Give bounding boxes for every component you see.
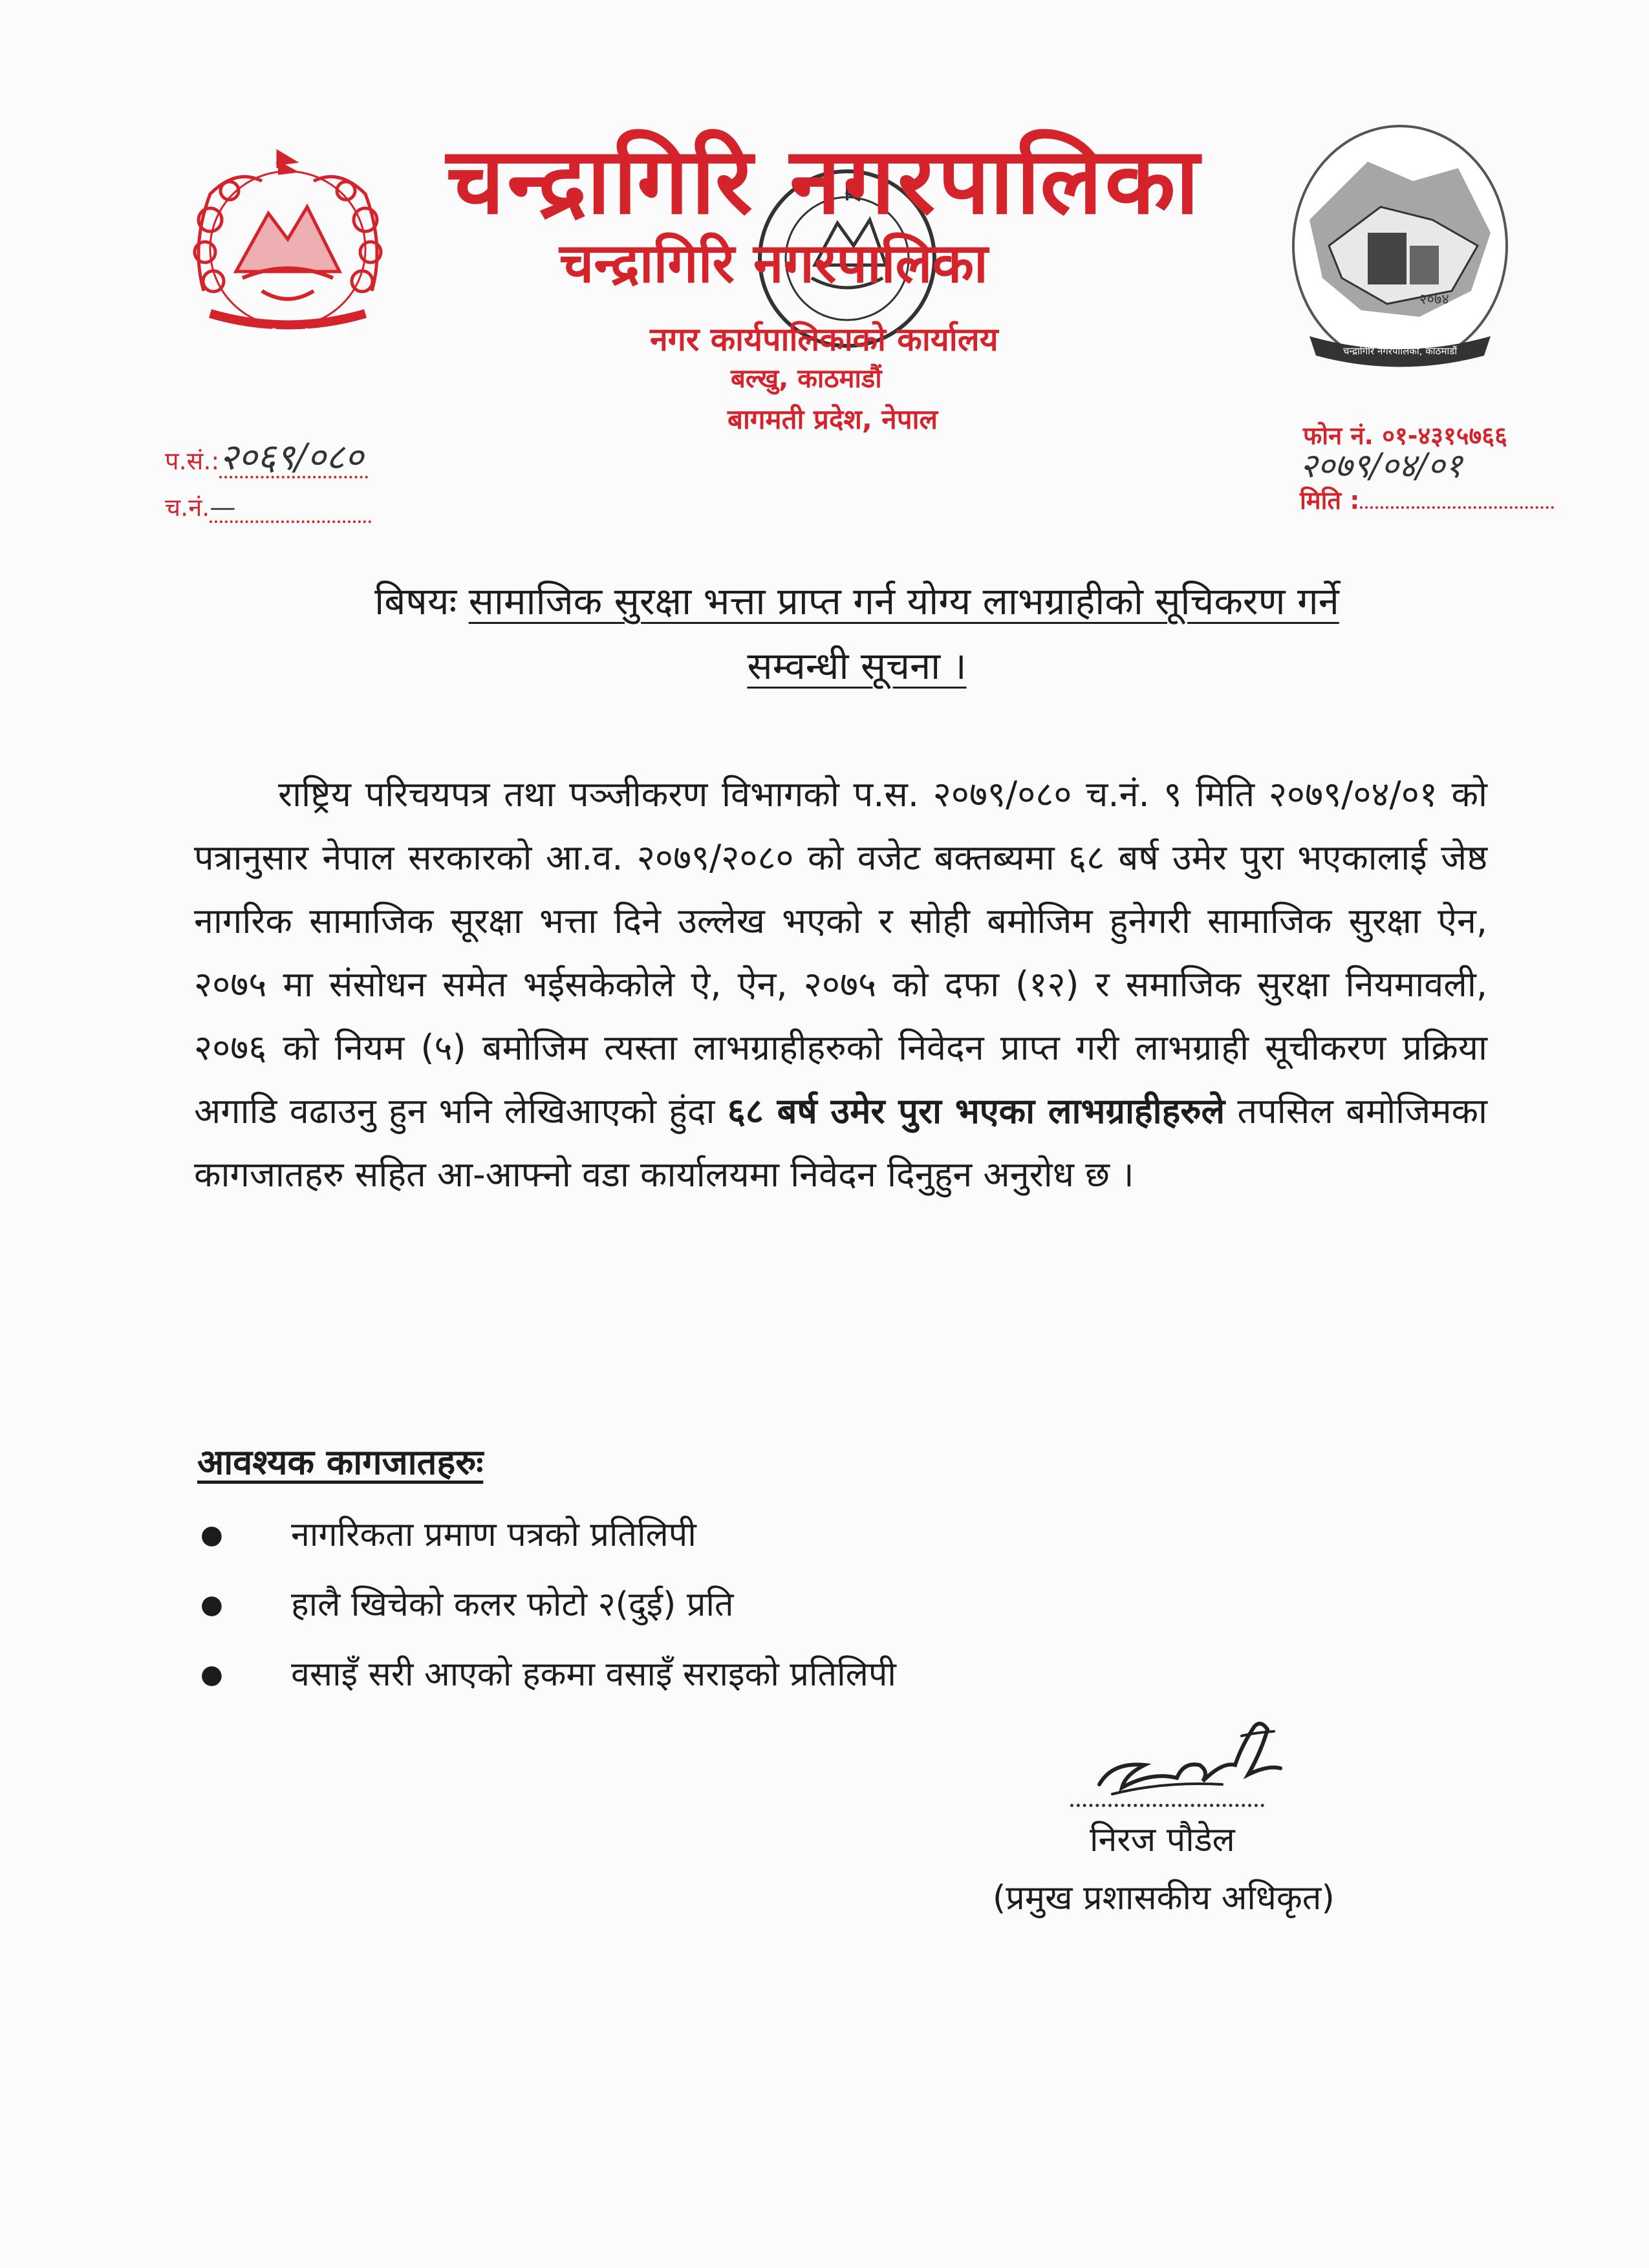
signature-line [1070,1804,1264,1807]
phone-number: फोन नं. ०१-४३१५७६६ [1303,422,1507,450]
requirements-title: आवश्यक कागजातहरुः [197,1442,484,1482]
body-part-1: राष्ट्रिय परिचयपत्र तथा पञ्जीकरण विभागको प.स. २०७९/०८० च.नं. ९ मिति २०७९/०४/०१ को पत्रानुसार नेपाल सरकारको आ.व. २०७९/२०८० को वजेट बक्तब्यमा ६८ बर्ष उमेर पुरा भएकालाई जेष्ठ नागरिक सामाजिक सूरक्षा भत्ता दिने उल्लेख भएको र सोही बमोजिम हुनेगरी सामाजिक सुरक्षा ऐन, २०७५ मा संसोधन समेत भईसकेकोले ऐ, ऐन, २०७५ को दफा (१२) र समाजिक सुरक्षा नियमावली, २०७६ को नियम (५) बमोजिम त्यस्ता लाभग्राहीहरुको निवेदन प्राप्त गरी लाभग्राही सूचीकरण प्रक्रिया अगाडि वढाउनु हुन भनि लेखिआएको हुंदा [194,774,1487,1131]
municipality-name: चन्द्रागिरि नगरपालिका [446,128,1202,235]
municipality-logo-icon [1290,123,1510,375]
municipality-name-newar: चन्द्रागिरि नगरपालिका [559,231,988,295]
list-item: ● वसाइँ सरी आएको हकमा वसाइँ सराइको प्रतिलिपी [200,1640,896,1709]
national-emblem-icon [165,142,411,356]
list-item: ● हालै खिचेको कलर फोटो २(दुई) प्रति [200,1570,896,1640]
address-line-2: बागमती प्रदेश, नेपाल [727,403,938,435]
list-item: ● नागरिकता प्रमाण पत्रको प्रतिलिपी [200,1500,896,1570]
subject-line-1: सामाजिक सुरक्षा भत्ता प्राप्त गर्न योग्य लाभग्राहीको सूचिकरण गर्ने [468,579,1339,623]
signature-icon [1086,1700,1300,1810]
date-line [1300,488,1554,513]
subject-line-2: सम्वन्धी सूचना । [747,644,967,688]
body-part-2: तपसिल बमोजिमका कागजातहरु सहित आ-आफ्नो वडा कार्यालयमा निवेदन दिनुहुन अनुरोध छ । [194,1091,1487,1195]
svg-text:चन्द्रागिरि नगरपालिका, काठमाडौ: चन्द्रागिरि नगरपालिका, काठमाडौं [1342,345,1458,357]
office-name: नगर कार्यपालिकाको कार्यालय [650,321,998,358]
ref-label: प.सं.: [165,447,220,475]
body-bold-text: ६८ बर्ष उमेर पुरा भएका लाभग्राहीहरुले [727,1091,1225,1131]
address-line-1: बल्खु, काठमाडौं [731,364,882,394]
signatory-title: (प्रमुख प्रशासकीय अधिकृत) [993,1879,1335,1918]
date-label: मिति : [1300,486,1360,515]
svg-text:जननी जन्मभूमिश्च स्वर्गादपि गर: जननी जन्मभूमिश्च स्वर्गादपि गरीयसी [228,328,348,339]
requirements-list [200,1500,896,1709]
notice-body [194,763,1487,1206]
date-value: २०७९/०४/०१ [1300,447,1463,486]
dispatch-number [165,495,371,523]
subject-label: बिषयः [374,579,457,623]
dispatch-label: च.नं. [165,493,210,522]
ref-number [165,436,368,478]
ref-value: २०६९/०८० [219,436,363,478]
svg-text:२०७४: २०७४ [1419,292,1449,308]
signatory-name: निरज पौडेल [1090,1821,1235,1859]
subject [233,569,1481,698]
dispatch-value: — [210,493,236,522]
